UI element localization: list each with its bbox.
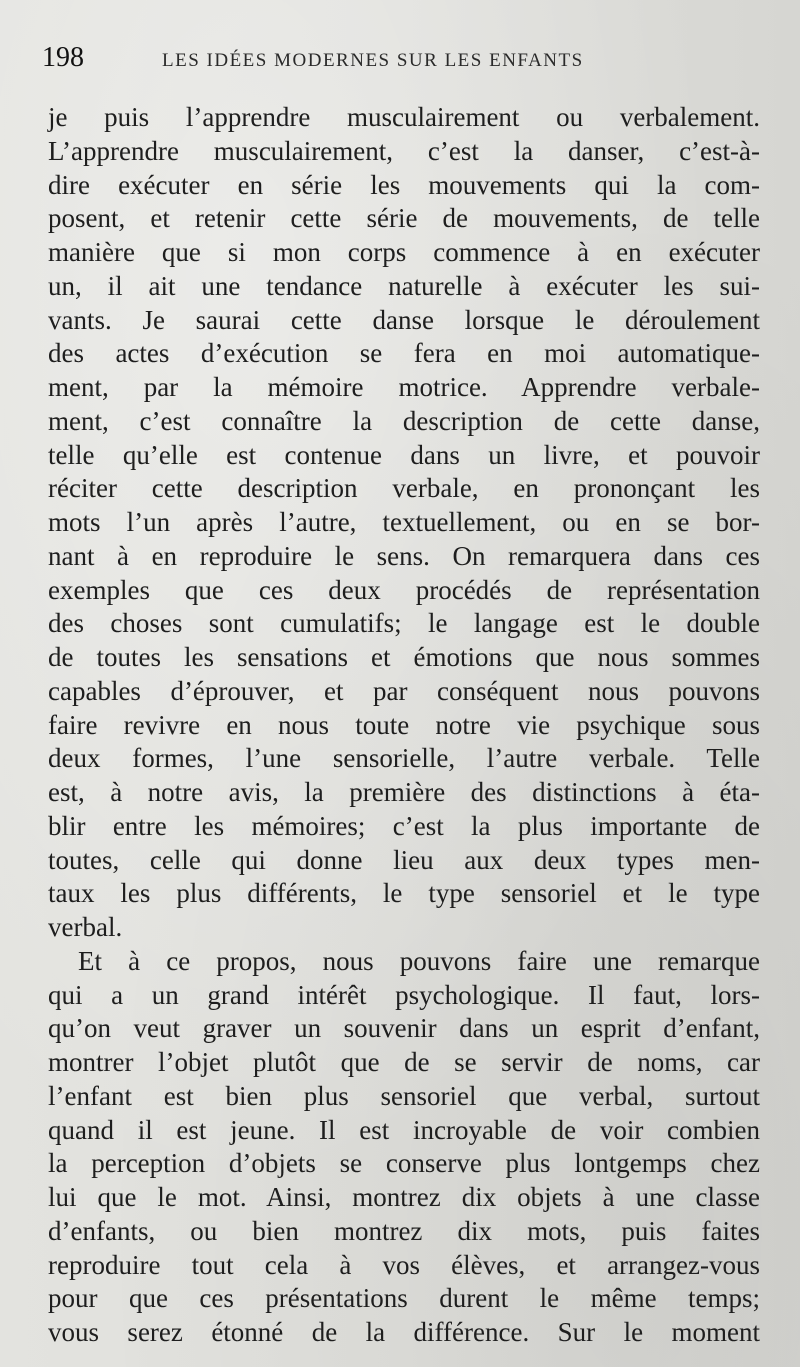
page-number: 198 xyxy=(42,42,84,73)
text-line: faire revivre en nous toute notre vie psychique sous xyxy=(48,709,760,740)
text-line: montrer l’objet plutôt que de se servir de noms, car xyxy=(48,1047,760,1077)
text-line: réciter cette description verbale, en prononçant les xyxy=(48,473,760,504)
text-line: capables d’éprouver, et par conséquent nous pouvons xyxy=(48,675,760,706)
text-line: exemples que ces deux procédés de représentation xyxy=(48,574,760,605)
text-line: quand il est jeune. Il est incroyable de voir combien xyxy=(48,1114,760,1145)
text-line: lui que le mot. Ainsi, montrez dix objets à une classe xyxy=(48,1182,760,1212)
text-line: blir entre les mémoires; c’est la plus importante de xyxy=(48,810,760,841)
text-line: manière que si mon corps commence à en exécuter xyxy=(48,237,760,267)
text-line: L’apprendre musculairement, c’est la danser, c’est-à- xyxy=(48,135,760,166)
text-line: est, à notre avis, la première des distinctions à éta- xyxy=(48,777,760,807)
text-line: ment, par la mémoire motrice. Apprendre verbale- xyxy=(48,372,760,402)
text-line: deux formes, l’une sensorielle, l’autre verbale. Telle xyxy=(48,743,760,774)
text-line: reproduire tout cela à vos élèves, et arrangez-vous xyxy=(48,1249,760,1280)
text-line: un, il ait une tendance naturelle à exécuter les sui- xyxy=(48,270,760,301)
text-line: toutes, celle qui donne lieu aux deux types men- xyxy=(48,844,760,875)
text-line: mots l’un après l’autre, textuellement, ou en se bor- xyxy=(48,507,760,537)
text-line: telle qu’elle est contenue dans un livre, et pouvoir xyxy=(48,439,760,470)
text-line: des actes d’exécution se fera en moi automatique- xyxy=(48,338,760,369)
paragraph-2 xyxy=(48,945,760,1350)
text-line: Et à ce propos, nous pouvons faire une remarque xyxy=(78,945,760,976)
paragraph-1 xyxy=(48,101,760,945)
text-line: qui a un grand intérêt psychologique. Il faut, lors- xyxy=(48,979,760,1010)
text-line: vous serez étonné de la différence. Sur le moment xyxy=(48,1317,760,1347)
text-line: ment, c’est connaître la description de cette danse, xyxy=(48,405,760,436)
running-head: LES IDÉES MODERNES SUR LES ENFANTS xyxy=(162,50,584,71)
text-line: vants. Je saurai cette danse lorsque le déroulement xyxy=(48,304,760,335)
text-line: des choses sont cumulatifs; le langage est le double xyxy=(48,608,760,639)
text-line: nant à en reproduire le sens. On remarquera dans ces xyxy=(48,540,760,571)
text-line: l’enfant est bien plus sensoriel que verbal, surtout xyxy=(48,1080,760,1111)
text-line: pour que ces présentations durent le même temps; xyxy=(48,1283,760,1314)
text-line: la perception d’objets se conserve plus lontgemps chez xyxy=(48,1148,760,1179)
text-line: je puis l’apprendre musculairement ou verbalement. xyxy=(48,102,760,132)
text-line: verbal. xyxy=(48,912,123,942)
text-line: taux les plus différents, le type sensoriel et le type xyxy=(48,878,760,909)
page-header xyxy=(42,40,758,80)
text-line: dire exécuter en série les mouvements qui la com- xyxy=(48,169,760,200)
text-line: de toutes les sensations et émotions que nous sommes xyxy=(48,642,760,672)
text-line: qu’on veut graver un souvenir dans un esprit d’enfant, xyxy=(48,1013,760,1044)
body-text xyxy=(48,101,760,1350)
text-line: d’enfants, ou bien montrez dix mots, puis faites xyxy=(48,1215,760,1246)
text-line: posent, et retenir cette série de mouvements, de telle xyxy=(48,203,760,234)
